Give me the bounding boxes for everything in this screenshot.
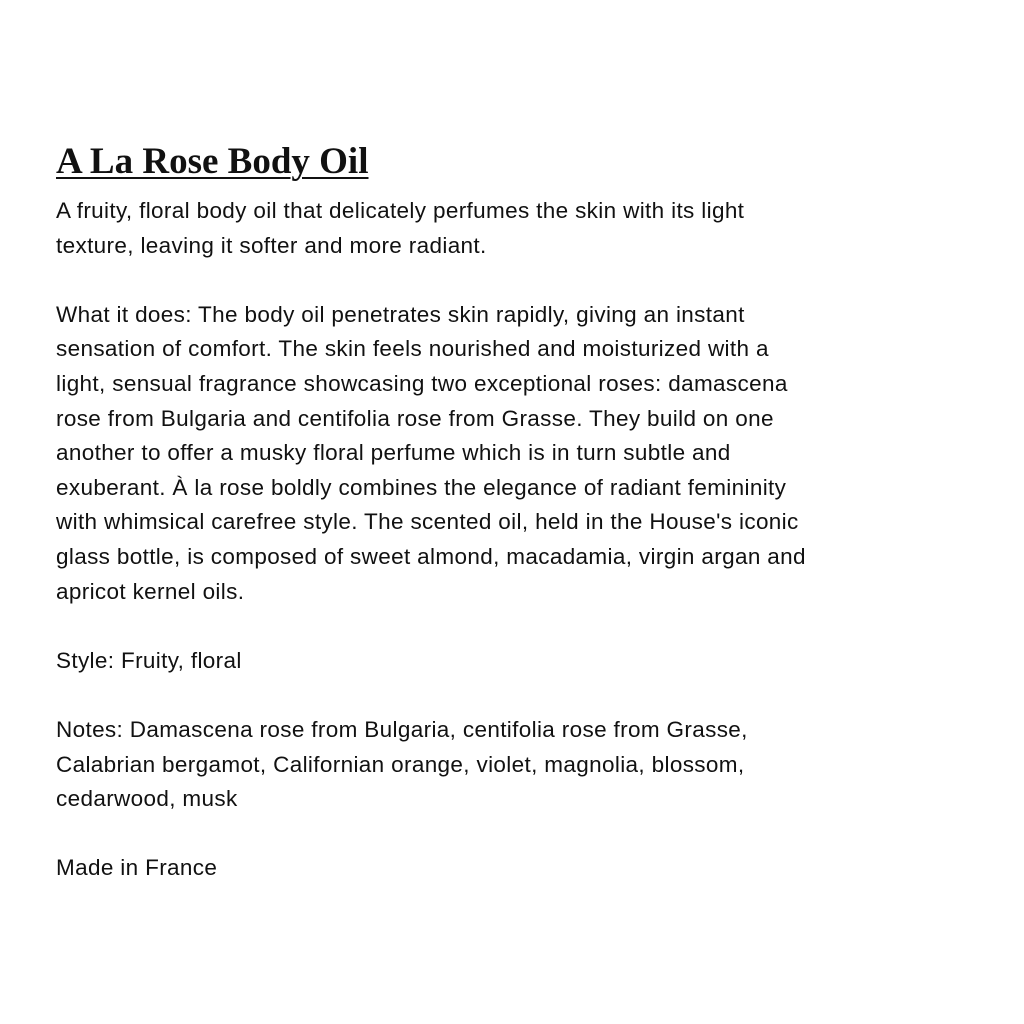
text-line: glass bottle, is composed of sweet almond, macadamia, virgin argan and (56, 543, 806, 569)
text-line: texture, leaving it softer and more radiant. (56, 232, 487, 258)
style-paragraph (56, 644, 996, 679)
text-line: apricot kernel oils. (56, 578, 245, 604)
text-line: What it does: The body oil penetrates skin rapidly, giving an instant (56, 301, 745, 327)
text-line: with whimsical carefree style. The scented oil, held in the House's iconic (56, 509, 799, 535)
origin-paragraph (56, 851, 996, 886)
text-line: Calabrian bergamot, Californian orange, violet, magnolia, blossom, (56, 751, 745, 777)
text-line: Style: Fruity, floral (56, 647, 242, 673)
what-it-does-paragraph (56, 298, 996, 609)
text-line: cedarwood, musk (56, 786, 238, 812)
text-line: exuberant. À la rose boldly combines the elegance of radiant femininity (56, 474, 787, 500)
text-line: light, sensual fragrance showcasing two exceptional roses: damascena (56, 370, 788, 396)
text-line: A fruity, floral body oil that delicately perfumes the skin with its light (56, 198, 745, 223)
intro-paragraph (56, 194, 996, 263)
text-line: rose from Bulgaria and centifolia rose from Grasse. They build on one (56, 405, 774, 431)
text-line: sensation of comfort. The skin feels nourished and moisturized with a (56, 336, 769, 362)
text-line: another to offer a musky floral perfume which is in turn subtle and (56, 440, 731, 466)
text-line: Made in France (56, 855, 218, 881)
product-description (56, 194, 996, 920)
text-line: Notes: Damascena rose from Bulgaria, centifolia rose from Grasse, (56, 716, 748, 742)
notes-paragraph (56, 713, 996, 817)
product-title: A La Rose Body Oil (56, 141, 369, 182)
